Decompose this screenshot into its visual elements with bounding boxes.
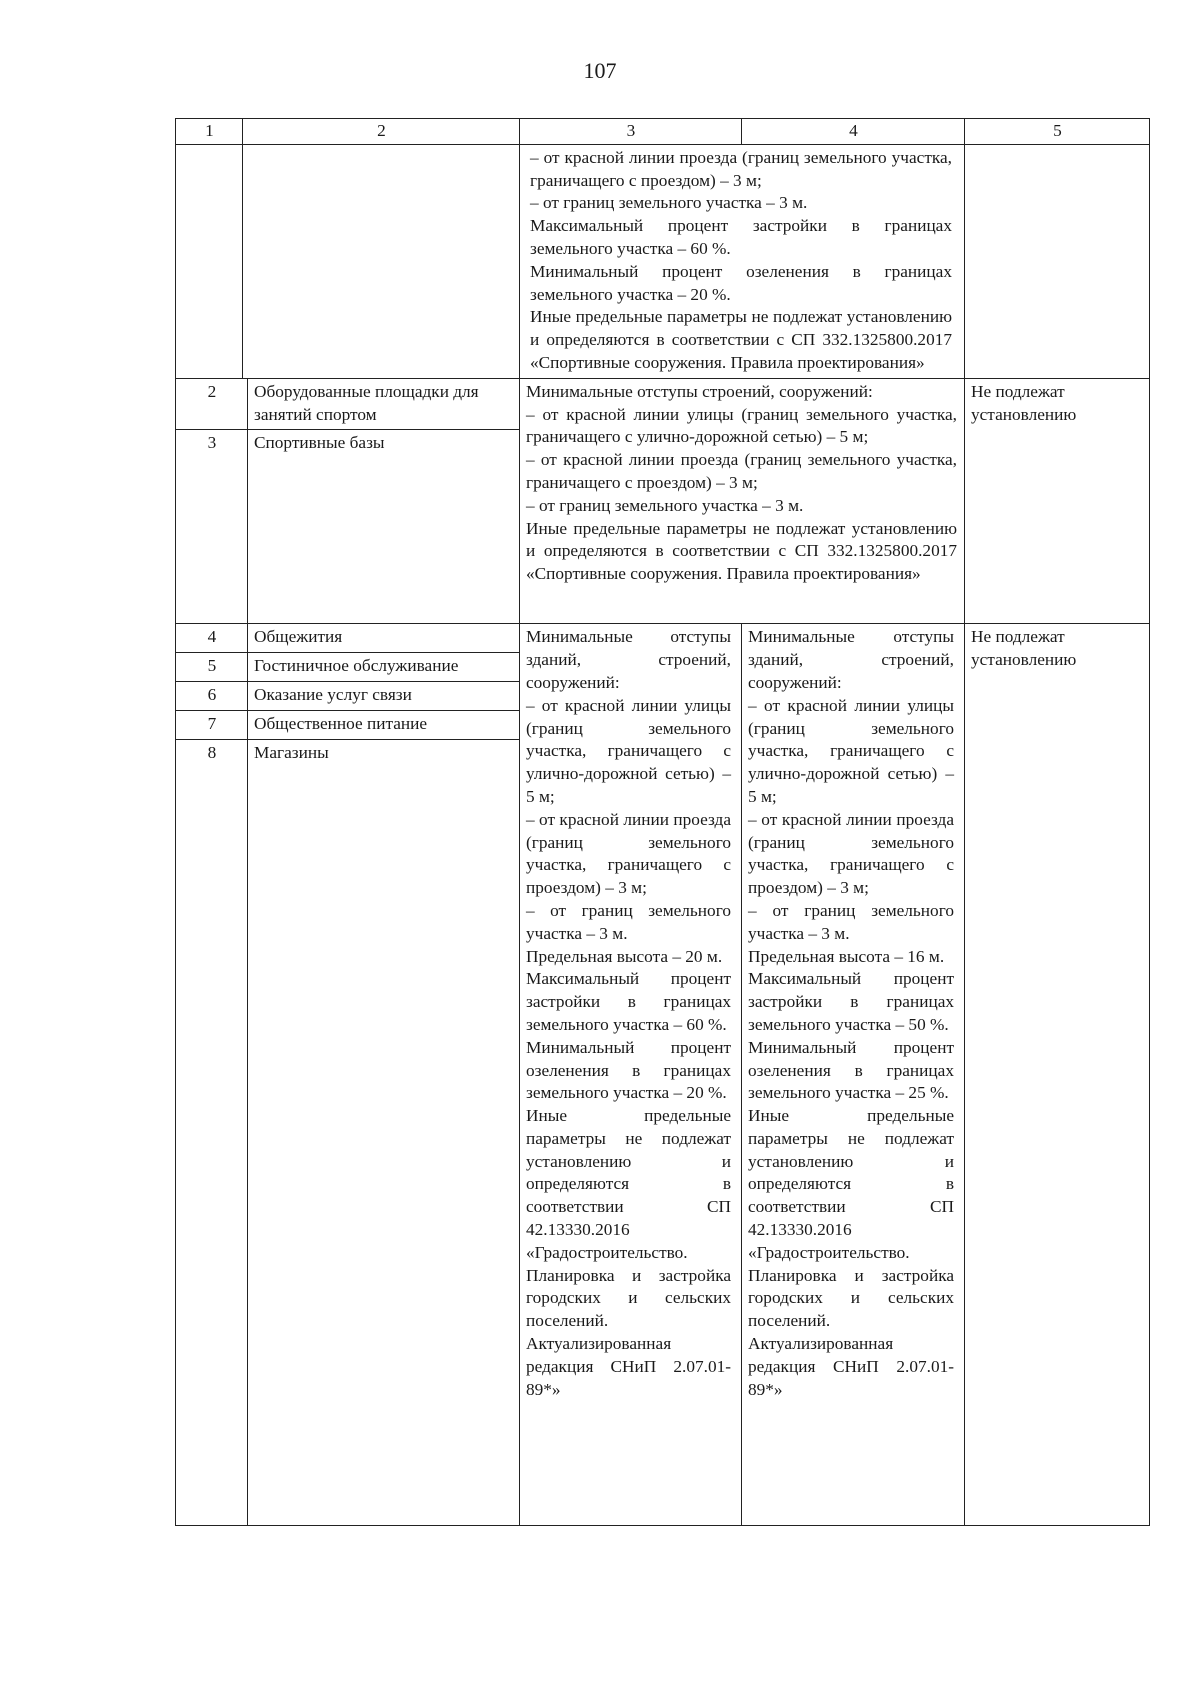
cell-empty [965,144,1150,378]
parameter-line: Максимальный процент застройки в границах земельного участка – 60 %. [530,216,952,258]
row-number: 4 [176,624,248,652]
use-name: Оборудованные площадки для занятий спортом [248,379,520,430]
cell-use-list [176,624,520,1525]
row-number: 3 [176,430,248,624]
parameter-line: – от красной линии улицы (границ земельного участка, граничащего с улично-дорожной сетью) – 5 м; [748,695,954,806]
parameter-line: Максимальный процент застройки в границах земельного участка – 60 %. [526,969,731,1034]
header-col-5: 5 [965,119,1150,145]
cell-use-list [176,378,520,624]
header-col-4: 4 [742,119,965,145]
parameter-line: Предельная высота – 16 м. [748,946,945,966]
parameter-line: Минимальный процент озеленения в границах земельного участка – 20 %. [526,1037,731,1103]
parameter-line: – от красной линии улицы (границ земельного участка, граничащего с улично-дорожной сетью) – 5 м; [526,404,957,447]
use-name: Общежития [248,624,520,652]
table-row-group-sports [176,378,1150,624]
parameter-line: Минимальный процент озеленения в границах земельного участка – 20 %. [530,261,952,304]
list-item [176,430,519,624]
table-header-row [176,119,1150,145]
cell-empty [176,144,243,378]
parameter-line: – от границ земельного участка – 3 м. [530,193,808,213]
cell-parameters-col4 [742,624,965,1525]
row-number: 5 [176,653,248,682]
list-item [176,653,519,682]
header-col-3: 3 [520,119,742,145]
row-number: 7 [176,710,248,739]
use-name: Оказание услуг связи [248,681,520,710]
cell-parameters [520,144,965,378]
parameter-line: – от границ земельного участка – 3 м. [526,495,804,515]
parameter-line: Минимальные отступы строений, сооружений: [526,381,873,401]
row-number: 6 [176,681,248,710]
header-col-2: 2 [243,119,520,145]
parameter-line: Минимальные отступы зданий, строений, сооружений: [526,627,731,692]
row-number: 2 [176,379,248,430]
parameter-line: Иные предельные параметры не подлежат установлению и определяются в соответствии СП 42.13330.2016 «Градостроительство. Планировка и застройка городских и сельских поселений. Актуализированная редакция СНиП 2.07.01-89*» [748,1106,954,1399]
list-item [176,379,519,430]
use-list [176,379,519,624]
cell-parameters [520,378,965,624]
cell-note: Не подлежат установлению [965,378,1150,624]
parameter-line: Минимальные отступы зданий, строений, сооружений: [748,627,954,692]
use-name: Общественное питание [248,710,520,739]
cell-note: Не подлежат установлению [965,624,1150,1525]
use-list [176,624,519,1524]
parameter-line: – от красной линии проезда (границ земельного участка, граничащего с проездом) – 3 м; [748,809,954,898]
cell-empty [243,144,520,378]
table-row-group-services [176,624,1150,1525]
list-item [176,710,519,739]
parameter-line: – от границ земельного участка – 3 м. [748,900,954,943]
parameter-line: Максимальный процент застройки в границах земельного участка – 50 %. [748,969,954,1034]
use-name: Гостиничное обслуживание [248,653,520,682]
parameter-line: Иные предельные параметры не подлежат установлению и определяются в соответствии с СП 332.1325800.2017 «Спортивные сооружения. Правила проектирования» [530,307,952,372]
parameter-line: – от красной линии проезда (границ земельного участка, граничащего с проездом) – 3 м; [530,147,952,190]
parameter-line: Минимальный процент озеленения в границах земельного участка – 25 %. [748,1037,954,1103]
list-item [176,739,519,1525]
parameter-line: – от красной линии улицы (границ земельного участка, граничащего с улично-дорожной сетью) – 5 м; [526,695,731,806]
list-item [176,681,519,710]
use-name: Магазины [254,742,329,762]
parameter-line: – от красной линии проезда (границ земельного участка, граничащего с проездом) – 3 м; [526,809,731,898]
row-number: 8 [176,739,248,1525]
parameter-line: – от красной линии проезда (границ земельного участка, граничащего с проездом) – 3 м; [526,450,957,492]
parameter-line: Иные предельные параметры не подлежат установлению и определяются в соответствии СП 42.13330.2016 «Градостроительство. Планировка и застройка городских и сельских поселений. Актуализированная редакция СНиП 2.07.01-89*» [526,1106,731,1399]
regulations-table [175,118,1150,1526]
parameter-line: – от границ земельного участка – 3 м. [526,900,731,943]
cell-parameters-col3 [520,624,742,1525]
page-number: 107 [583,58,617,83]
list-item [176,624,519,652]
header-col-1: 1 [176,119,243,145]
table-row-continuation [176,144,1150,378]
parameter-line: Иные предельные параметры не подлежат установлению и определяются в соответствии с СП 332.1325800.2017 «Спортивные сооружения. Правила проектирования» [526,518,957,584]
parameter-line: Предельная высота – 20 м. [526,946,723,966]
use-name: Спортивные базы [254,433,385,453]
